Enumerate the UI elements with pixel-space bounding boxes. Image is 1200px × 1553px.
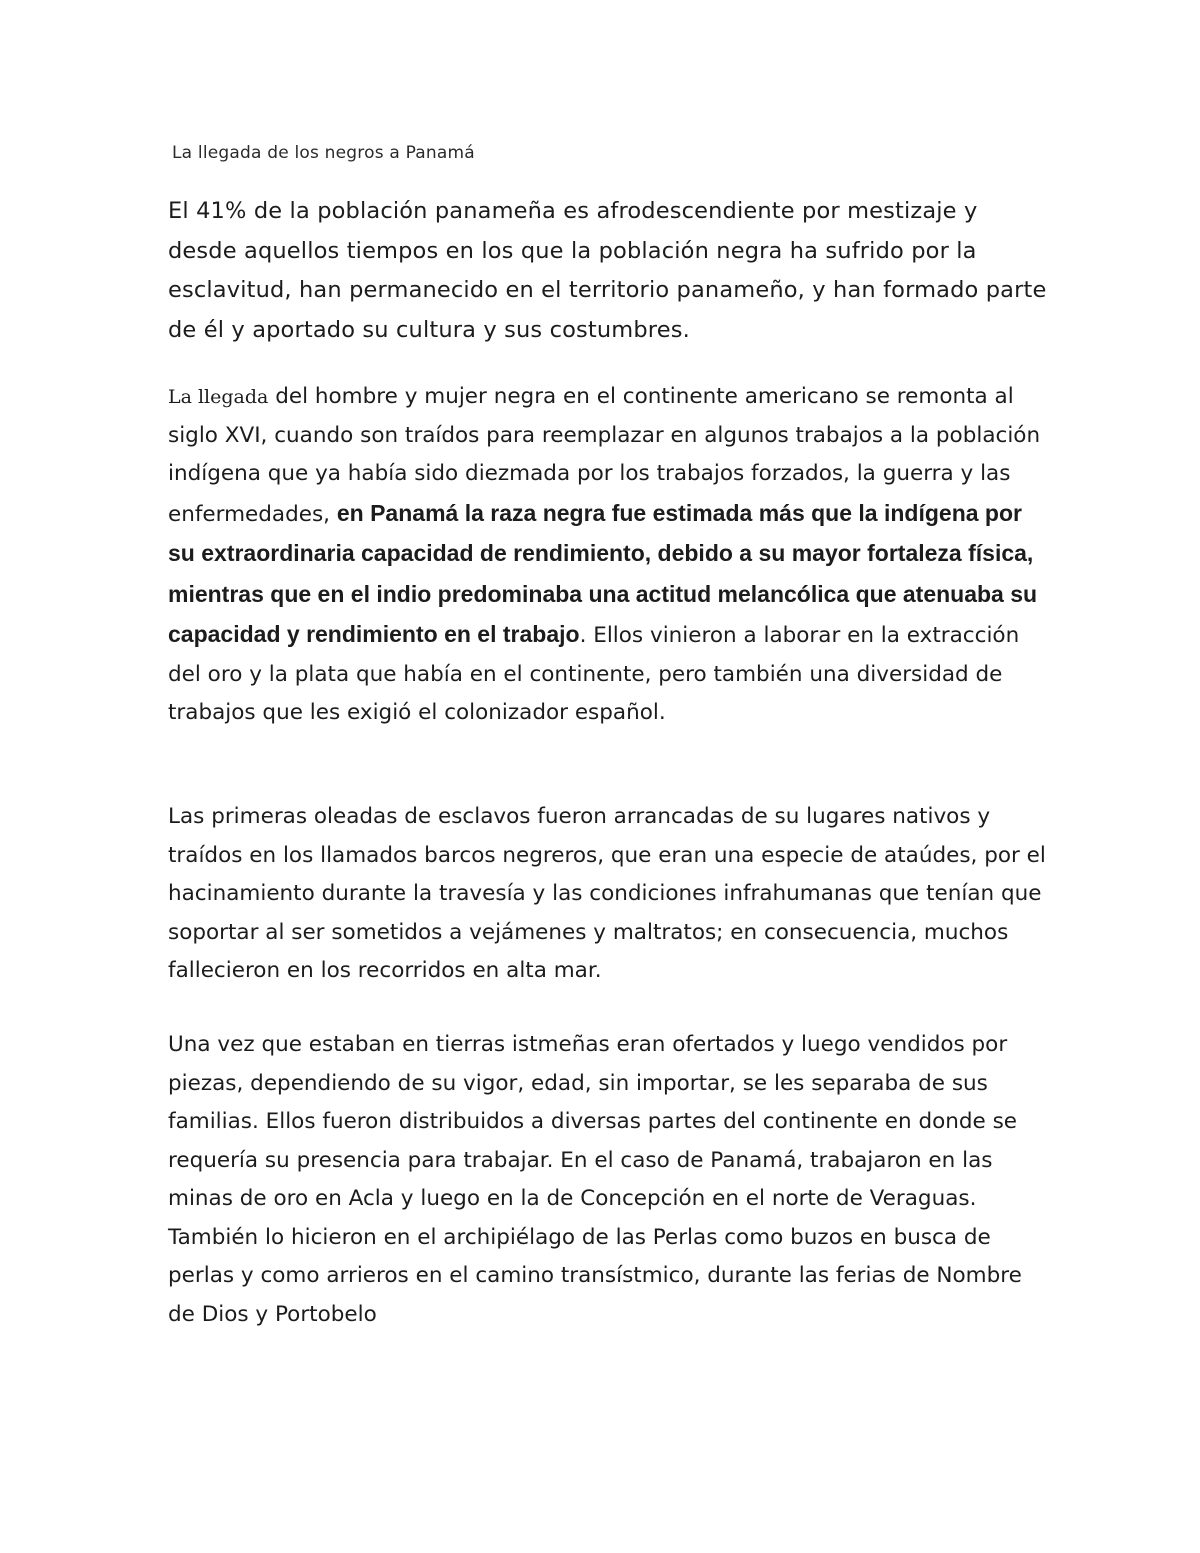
paragraph-1: El 41% de la población panameña es afrodescendiente por mestizaje y desde aquellos tiempos en los que la población negra ha sufrido por la esclavitud, han permanecido en el territorio panameño, y han formado parte de él y aportado su cultura y sus costumbres. — [168, 198, 1047, 343]
paragraph-2-regular-run-2: . Ellos vinieron a laborar en la extracción del oro y la plata que había en el continente, pero también una diversidad de trabajos que les exigió el colonizador español. — [168, 623, 1020, 725]
paragraph-4: Una vez que estaban en tierras istmeñas eran ofertados y luego vendidos por piezas, dependiendo de su vigor, edad, sin importar, se les separaba de sus familias. Ellos fueron distribuidos a diversas partes del continente en donde se requería su presencia para trabajar. En el caso de Panamá, trabajaron en las minas de oro en Acla y luego en la de Concepción en el norte de Veraguas. También lo hicieron en el archipiélago de las Perlas como buzos en busca de perlas y como arrieros en el camino transístmico, durante las ferias de Nombre de Dios y Portobelo — [168, 1032, 1022, 1327]
paragraph-3: Las primeras oleadas de esclavos fueron arrancadas de su lugares nativos y traídos en los llamados barcos negreros, que eran una especie de ataúdes, por el hacinamiento durante la travesía y las condiciones infrahumanas que tenían que soportar al ser sometidos a vejámenes y maltratos; en consecuencia, muchos fallecieron en los recorridos en alta mar. — [168, 804, 1046, 983]
paragraph-2-bold-run: en Panamá la raza negra fue estimada más que la indígena por su extraordinaria capacidad de rendimiento, debido a su mayor fortaleza física, mientras que en el indio predominaba una actitud melancólica que atenuaba su capacidad y rendimiento en el trabajo — [168, 499, 1038, 647]
paragraph-2 — [168, 378, 1048, 733]
document-title: La llegada de los negros a Panamá — [172, 143, 475, 163]
paragraph-2-regular-run-1: del hombre y mujer negra en el continente americano se remonta al siglo XVI, cuando son traídos para reemplazar en algunos trabajos a la población indígena que ya había sido diezmada por los trabajos forzados, la guerra y las enfermedades, — [168, 384, 1041, 527]
paragraph-2-serif-run: La llegada — [168, 386, 269, 408]
